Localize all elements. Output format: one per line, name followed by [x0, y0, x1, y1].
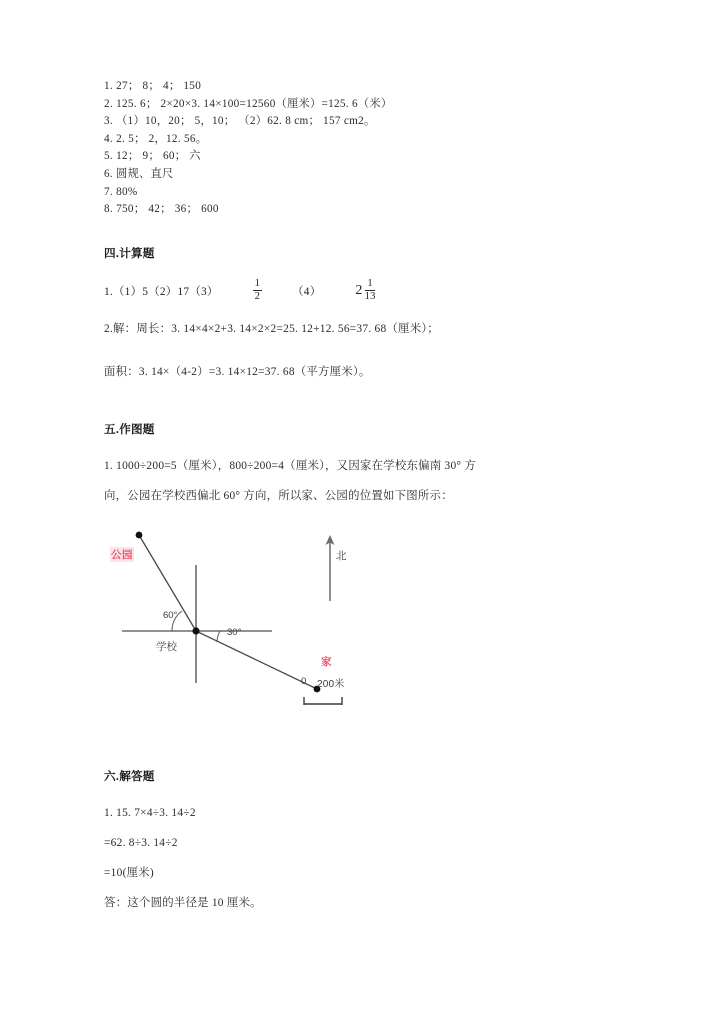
direction-map-diagram: [108, 523, 408, 728]
label-home: 家: [321, 655, 332, 668]
page-content: [104, 78, 624, 918]
ray-to-home: [196, 631, 317, 689]
fill-in-answers-block: [104, 78, 624, 219]
section-four-item-1: [104, 279, 624, 303]
angle-arc-30: [217, 631, 220, 642]
section-heading-four: 四.计算题: [104, 246, 155, 260]
section-heading-five: 五.作图题: [104, 422, 155, 436]
mixed-fraction-part: [363, 278, 378, 302]
fraction-numerator: 1: [367, 278, 373, 290]
answer-line: 1. 27； 8； 4； 150: [104, 80, 202, 92]
section-five-paragraph-line-1: 1. 1000÷200=5（厘米），800÷200=4（厘米），又因家在学校东偏南 30° 方: [104, 459, 476, 472]
label-angle-60: 60°: [163, 609, 178, 621]
section-five-paragraph-line-2: 向，公园在学校西偏北 60° 方向，所以家、公园的位置如下图所示：: [104, 489, 453, 502]
answer-line: 3. （1）10，20； 5，10； （2）62. 8 cm； 157 cm2。: [104, 115, 376, 128]
section-six-line: =10(厘米): [104, 866, 154, 879]
fraction-denominator: 13: [364, 291, 376, 303]
diagram-canvas: [108, 523, 408, 728]
section-heading-six: 六.解答题: [104, 769, 155, 783]
mixed-whole-part: 2: [355, 282, 363, 298]
answer-line: 6. 圆规、直尺: [104, 167, 174, 180]
label-school: 学校: [156, 640, 177, 653]
answer-line: 5. 12； 9； 60； 六: [104, 150, 201, 163]
point-park: [136, 532, 143, 539]
section-four-item-2-line-1: 2.解：周长：3. 14×4×2+3. 14×2×2=25. 12+12. 56=37. 68（厘米）；: [104, 322, 439, 335]
answer-line: 8. 750； 42； 36； 600: [104, 203, 219, 216]
label-park: 公园: [111, 548, 133, 561]
point-school: [192, 627, 199, 634]
section-six-line: 答：这个圆的半径是 10 厘米。: [104, 896, 262, 909]
calc-item1-label-4: （4）: [292, 285, 322, 298]
label-scale-value: 200米: [317, 678, 345, 690]
section-six-line: 1. 15. 7×4÷3. 14÷2: [104, 806, 196, 819]
label-angle-30: 30°: [227, 626, 242, 638]
label-scale-zero: 0: [301, 675, 307, 687]
calc-item1-prefix: 1.（1）5（2）17（3）: [104, 285, 219, 298]
mixed-number-two-and-one-thirteenth: [355, 279, 377, 303]
section-six-line: =62. 8÷3. 14÷2: [104, 836, 178, 849]
fraction-one-half: [253, 278, 263, 302]
label-north: 北: [336, 549, 347, 562]
answer-line: 4. 2. 5； 2，12. 56。: [104, 132, 208, 145]
answer-line: 7. 80%: [104, 185, 138, 198]
fraction-denominator: 2: [254, 291, 261, 303]
section-four-item-2-line-2: 面积：3. 14×（4-2）=3. 14×12=37. 68（平方厘米）。: [104, 365, 371, 378]
answer-line: 2. 125. 6； 2×20×3. 14×100=12560（厘米）=125. 6（米）: [104, 97, 393, 110]
fraction-numerator: 1: [254, 278, 261, 290]
